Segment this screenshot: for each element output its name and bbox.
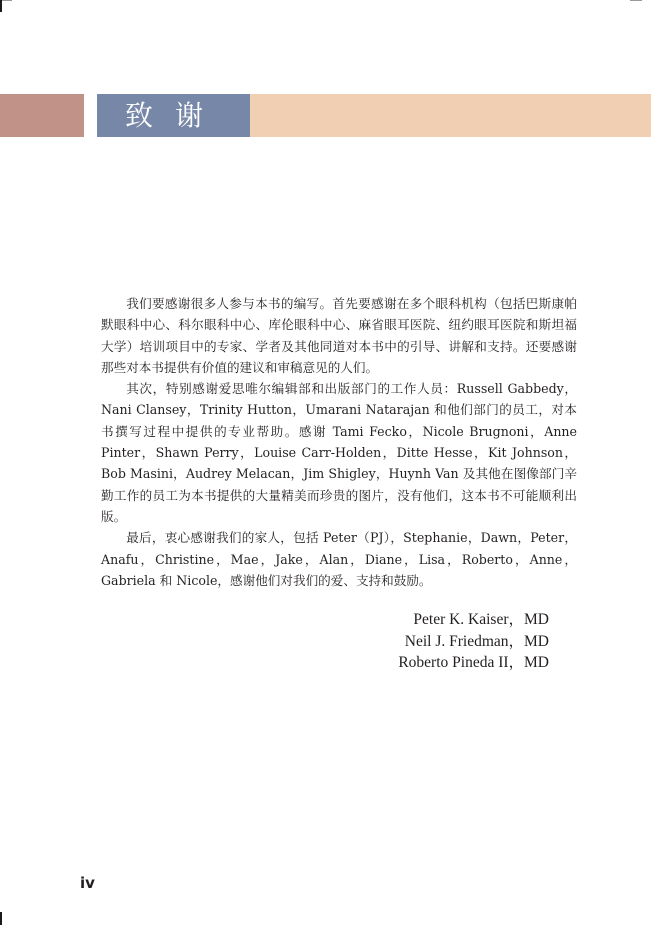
crop-mark-top-right [630,0,642,1]
crop-mark-bottom-left [0,912,2,925]
banner-peach-segment [250,94,651,137]
acknowledgements-body [101,293,577,591]
paragraph-institutions: 我们要感谢很多人参与本书的编写。首先要感谢在多个眼科机构（包括巴斯康帕默眼科中心、科尔眼科中心、库伦眼科中心、麻省眼耳医院、纽约眼耳医院和斯坦福大学）培训项目中的专家、学者及其他同道对本书中的引导、讲解和支持。还要感谢那些对本书提供有价值的建议和审稿意见的人们。 [101,296,577,375]
page-title: 致谢 [125,98,226,132]
signature-kaiser: Peter K. Kaiser，MD [413,611,549,628]
banner-title-block [97,94,250,137]
paragraph-family: 最后，衷心感谢我们的家人，包括 Peter（PJ），Stephanie，Dawn，Peter，Anafu，Christine，Mae，Jake，Alan，Diane，Lisa，Roberto，Anne，Gabriela 和 Nicole，感谢他们对我们的爱、支持和鼓励。 [101,530,577,588]
page-number: iv [80,874,95,892]
banner-rose-segment [0,94,84,137]
signature-pineda: Roberto Pineda II，MD [398,654,549,671]
chapter-banner [0,94,651,137]
crop-mark-top-left-horizontal [2,0,12,1]
signature-friedman: Neil J. Friedman，MD [404,632,549,650]
paragraph-publisher-staff: 其次，特别感谢爱思唯尔编辑部和出版部门的工作人员：Russell Gabbedy，Nani Clansey，Trinity Hutton，Umarani Natarajan 和他们部门的员工，对本书撰写过程中提供的专业帮助。感谢 Tami Fecko，Nicole Brugnoni，Anne Pinter，Shawn Perry，Louise Carr-Holden，Ditte Hesse，Kit Johnson，Bob Masini，Audrey Melacan，Jim Shigley，Huynh Van 及其他在图像部门辛勤工作的员工为本书提供的大量精美而珍贵的图片，没有他们，这本书不可能顺利出版。 [101,381,577,524]
author-signatures [340,609,549,674]
banner-divider [84,94,97,137]
crop-mark-top-left [0,0,2,12]
